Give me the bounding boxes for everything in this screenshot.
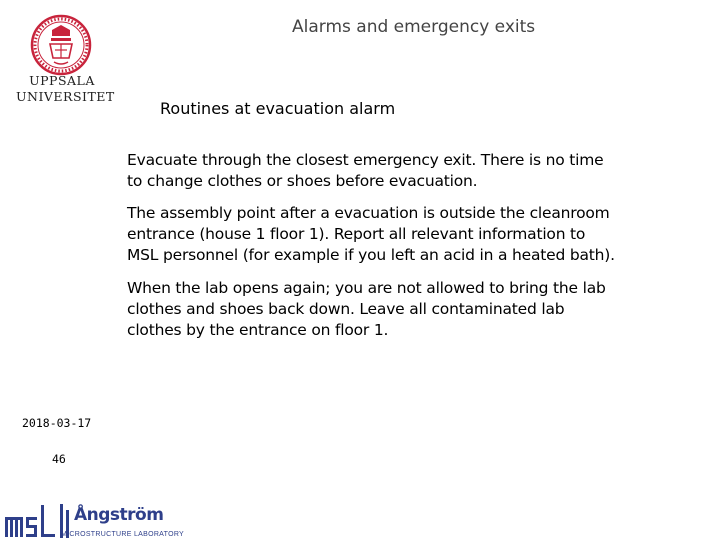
slide-subtitle: Routines at evacuation alarm (160, 99, 396, 118)
paragraph-line: to change clothes or shoes before evacuation. (127, 172, 478, 190)
paragraph-assembly-point (127, 203, 717, 266)
slide-title: Alarms and emergency exits (292, 17, 536, 37)
paragraph-lab-reopens (127, 278, 717, 341)
university-name-line2: UNIVERSITET (16, 89, 115, 104)
page-number: 46 (52, 452, 66, 466)
uppsala-seal-icon (30, 14, 92, 76)
paragraph-line: clothes by the entrance on floor 1. (127, 321, 389, 339)
paragraph-evacuate (127, 150, 717, 192)
msl-logo-icon (5, 503, 57, 537)
paragraph-line: When the lab opens again; you are not allowed to bring the lab (127, 279, 606, 297)
paragraph-line: Evacuate through the closest emergency exit. There is no time (127, 151, 604, 169)
paragraph-line: entrance (house 1 floor 1). Report all relevant information to (127, 225, 586, 243)
slide-date: 2018-03-17 (22, 416, 92, 430)
university-name (16, 73, 115, 105)
lab-logo-text: Ångström (74, 505, 164, 525)
university-name-line1: UPPSALA (29, 73, 95, 88)
lab-logo-subtext: MICROSTRUCTURE LABORATORY (61, 531, 185, 538)
paragraph-line: The assembly point after a evacuation is outside the cleanroom (127, 204, 610, 222)
paragraph-line: clothes and shoes back down. Leave all contaminated lab (127, 300, 565, 318)
paragraph-line: MSL personnel (for example if you left an acid in a heated bath). (127, 246, 615, 264)
